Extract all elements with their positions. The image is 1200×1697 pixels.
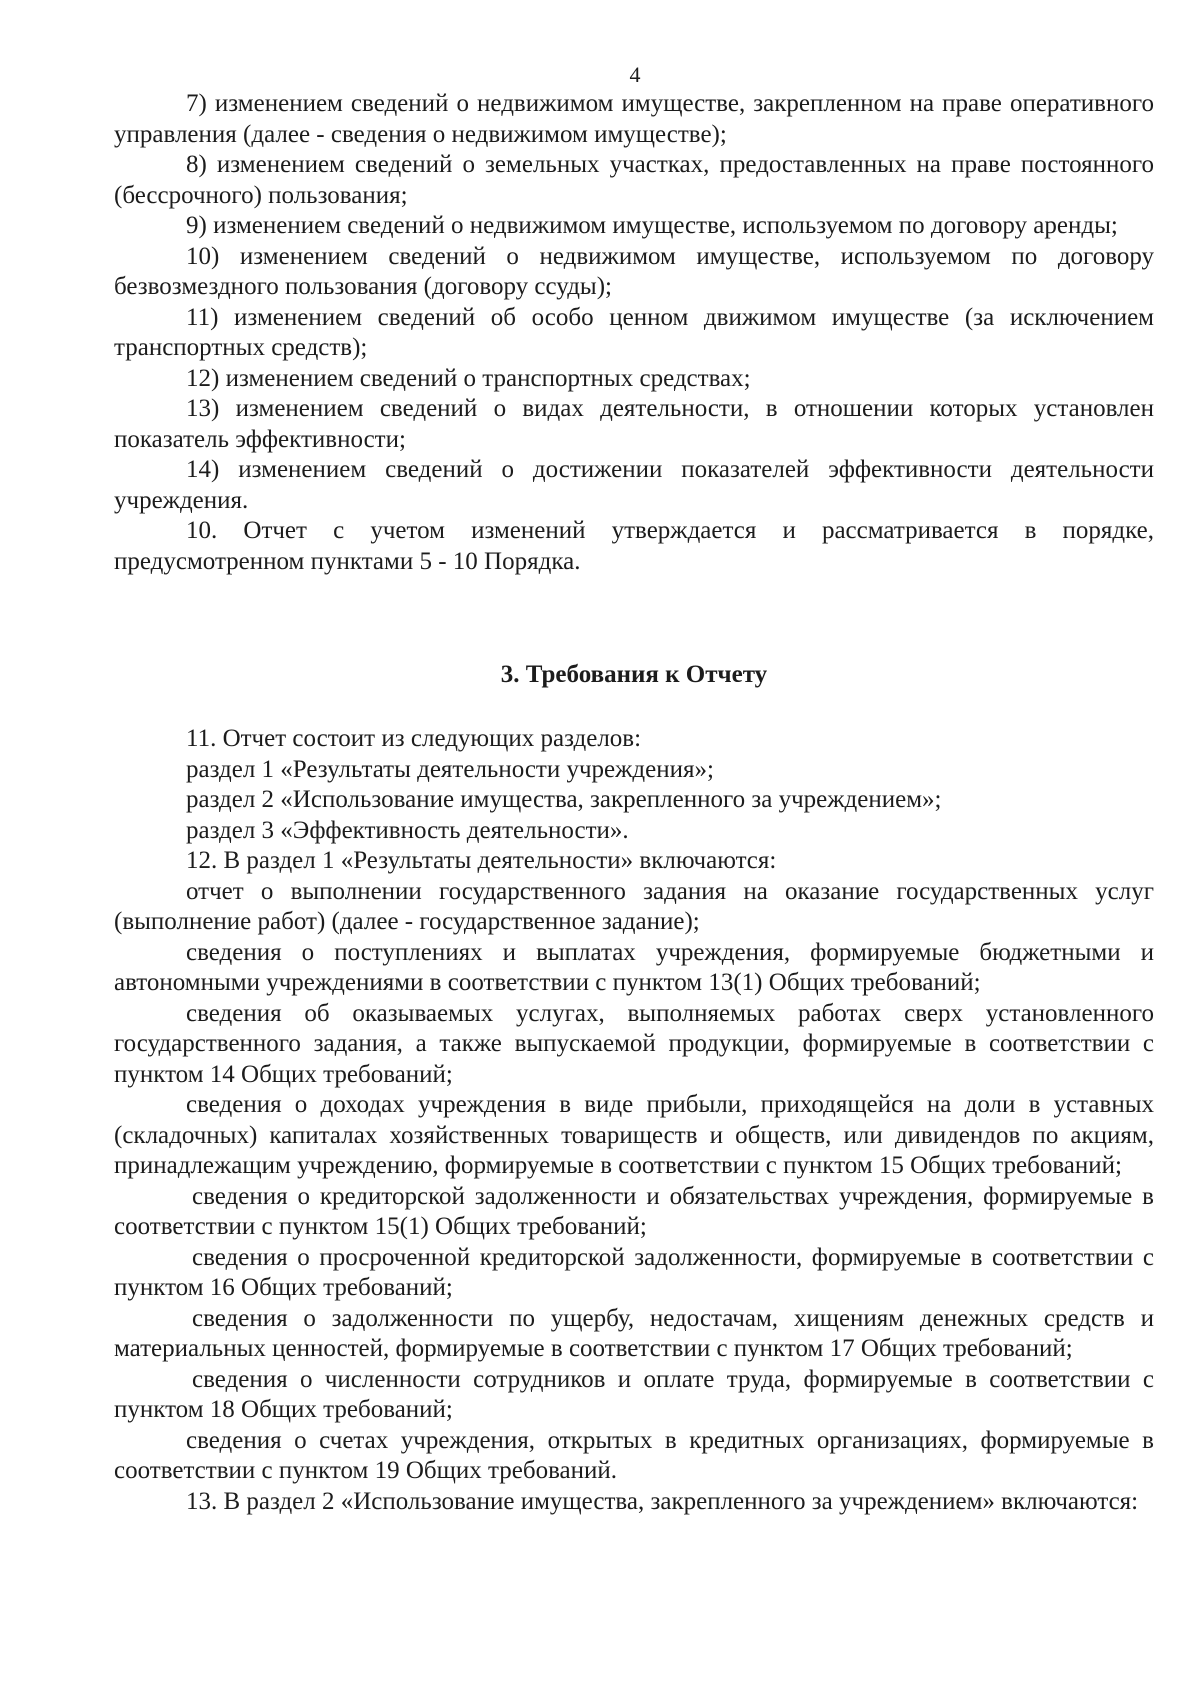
section-title: 3. Требования к Отчету	[500, 661, 768, 688]
clause-11: 11. Отчет состоит из следующих разделов:	[186, 725, 642, 752]
clause-12-item: сведения о просроченной кредиторской задолженности, формируемые в соответствии с пунктом 16 Общих требований;	[114, 1243, 1154, 1301]
list-continuation	[114, 89, 1154, 577]
clause-12-item: сведения об оказываемых услугах, выполняемых работах сверх установленного государственного задания, а также выпускаемой продукции, формируемые в соответствии с пунктом 14 Общих требований;	[114, 999, 1154, 1088]
clause-12-item: сведения о счетах учреждения, открытых в кредитных организациях, формируемые в соответствии с пунктом 19 Общих требований.	[114, 1426, 1154, 1484]
clause-12-item: сведения о поступлениях и выплатах учреждения, формируемые бюджетными и автономными учреждениями в соответствии с пунктом 13(1) Общих требований;	[114, 938, 1154, 996]
list-item-10: 10) изменением сведений о недвижимом имуществе, используемом по договору безвозмездного пользования (договору ссуды);	[114, 242, 1154, 300]
list-item-14: 14) изменением сведений о достижении показателей эффективности деятельности учреждения.	[114, 456, 1154, 514]
list-item-9: 9) изменением сведений о недвижимом имуществе, используемом по договору аренды;	[186, 212, 1118, 239]
list-item-12: 12) изменением сведений о транспортных средствах;	[186, 364, 751, 392]
section-3-body	[114, 724, 1154, 1517]
list-item-7: 7) изменением сведений о недвижимом имуществе, закрепленном на праве оперативного управления (далее - сведения о недвижимом имуществе);	[114, 90, 1154, 148]
section-entry-2: раздел 2 «Использование имущества, закрепленного за учреждением»;	[186, 786, 942, 813]
clause-12-item: сведения о кредиторской задолженности и обязательствах учреждения, формируемые в соответствии с пунктом 15(1) Общих требований;	[114, 1182, 1154, 1240]
list-item-11: 11) изменением сведений об особо ценном движимом имуществе (за исключением транспортных средств);	[114, 303, 1154, 361]
clause-13: 13. В раздел 2 «Использование имущества, закрепленного за учреждением» включаются:	[186, 1487, 1139, 1515]
page-number: 4	[629, 62, 641, 87]
section-entry-1: раздел 1 «Результаты деятельности учреждения»;	[186, 755, 714, 783]
clause-10: 10. Отчет с учетом изменений утверждается и рассматривается в порядке, предусмотренном пунктами 5 - 10 Порядка.	[114, 517, 1154, 575]
clause-12-item: сведения о численности сотрудников и оплате труда, формируемые в соответствии с пунктом 18 Общих требований;	[114, 1365, 1154, 1423]
section-entry-3: раздел 3 «Эффективность деятельности».	[186, 816, 629, 844]
clause-12-item: сведения о доходах учреждения в виде прибыли, приходящейся на доли в уставных (складочных) капиталах хозяйственных товариществ и обществ, или дивидендов по акциям, принадлежащим учреждению, формируемые в соответствии с пунктом 15 Общих требований;	[114, 1091, 1154, 1179]
list-item-13: 13) изменением сведений о видах деятельности, в отношении которых установлен показатель эффективности;	[114, 395, 1154, 453]
clause-12: 12. В раздел 1 «Результаты деятельности» включаются:	[186, 847, 777, 874]
clause-12-item: отчет о выполнении государственного задания на оказание государственных услуг (выполнение работ) (далее - государственное задание);	[114, 877, 1154, 935]
clause-12-item: сведения о задолженности по ущербу, недостачам, хищениям денежных средств и материальных ценностей, формируемые в соответствии с пунктом 17 Общих требований;	[114, 1304, 1154, 1362]
list-item-8: 8) изменением сведений о земельных участках, предоставленных на праве постоянного (бессрочного) пользования;	[114, 151, 1154, 209]
